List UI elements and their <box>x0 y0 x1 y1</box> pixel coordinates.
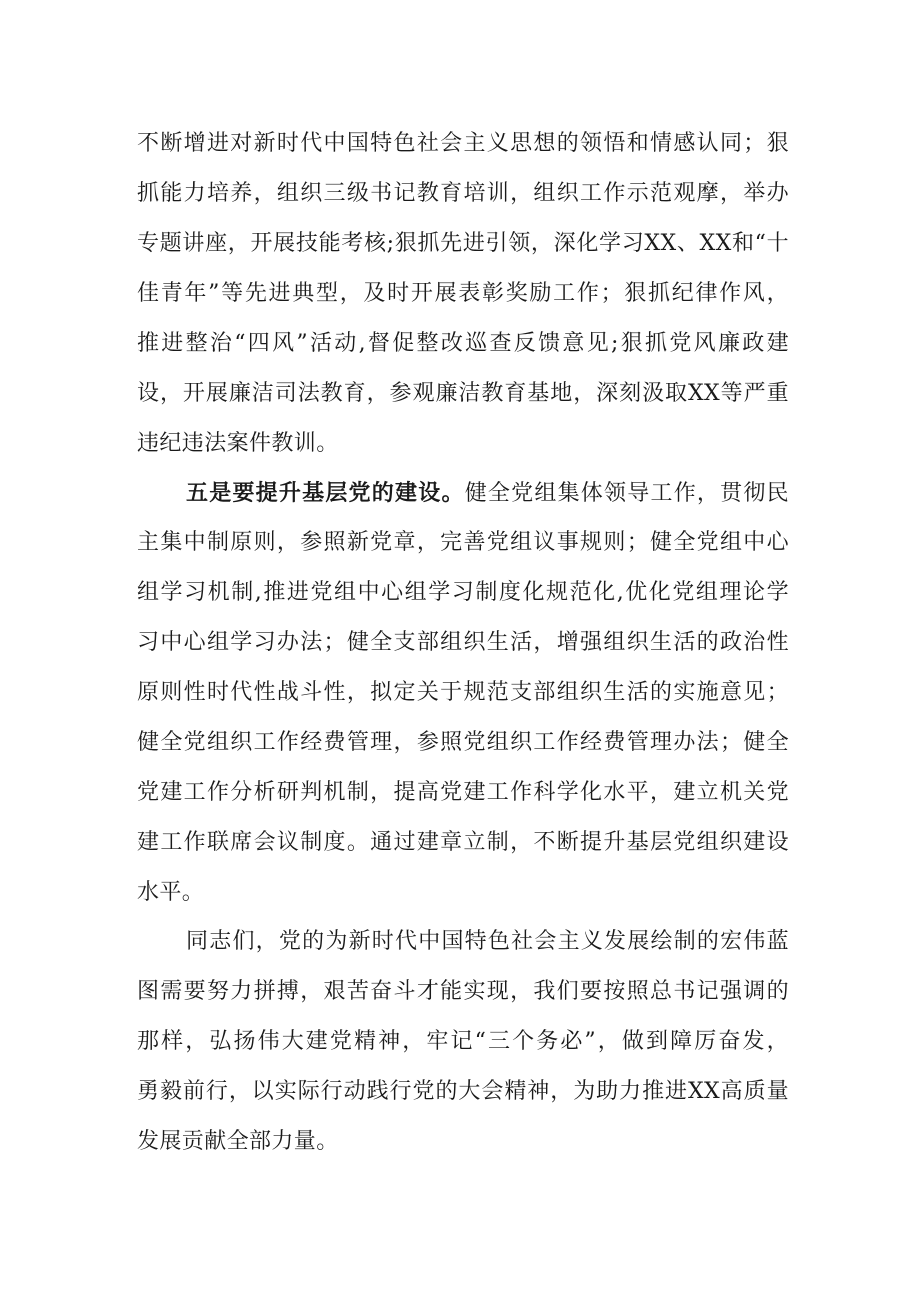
paragraph-first-line: 同志们，党的为新时代中国特色社会主义发展绘制的宏伟蓝 <box>186 929 789 954</box>
paragraph-line: 原则性时代性战斗性，拟定关于规范支部组织生活的实施意见； <box>137 680 789 705</box>
paragraph-line: 习中心组学习办法；健全支部组织生活，增强组织生活的政治性 <box>137 630 789 655</box>
paragraph-line: 健全党组织工作经费管理，参照党组织工作经费管理办法；健全 <box>137 730 789 755</box>
paragraph-line: 图需要努力拼搏，艰苦奋斗才能实现，我们要按照总书记强调的 <box>137 979 789 1004</box>
paragraph-line: 违纪违法案件教训。 <box>137 431 339 456</box>
paragraph-line: 不断增进对新时代中国特色社会主义思想的领悟和情感认同；狠 <box>137 131 789 156</box>
paragraph-line: 佳青年”等先进典型，及时开展表彰奖励工作；狠抓纪律作风， <box>137 281 789 306</box>
paragraph-line: 建工作联席会议制度。通过建章立制，不断提升基层党组织建设 <box>137 830 789 855</box>
paragraph-line: 党建工作分析研判机制，提高党建工作科学化水平，建立机关党 <box>137 780 789 805</box>
paragraph-line: 专题讲座，开展技能考核;狠抓先进引领，深化学习XX、XX和“十 <box>137 231 789 256</box>
paragraph-line: 抓能力培养，组织三级书记教育培训，组织工作示范观摩，举办 <box>137 181 789 206</box>
paragraph-line: 推进整治“四风”活动,督促整改巡查反馈意见;狠抓党风廉政建 <box>137 331 789 356</box>
paragraph-line: 发展贡献全部力量。 <box>137 1129 339 1154</box>
paragraph-line: 主集中制原则，参照新党章，完善党组议事规则；健全党组中心 <box>137 530 789 555</box>
paragraph-line: 勇毅前行，以实际行动践行党的大会精神，为助力推进XX高质量 <box>137 1079 789 1104</box>
paragraph-line: 设，开展廉洁司法教育，参观廉洁教育基地，深刻汲取XX等严重 <box>137 381 789 406</box>
section-heading: 五是要提升基层党的建设。 <box>186 480 465 506</box>
paragraph-line: 那样，弘扬伟大建党精神，牢记“三个务必”，做到障厉奋发， <box>137 1029 789 1054</box>
paragraph-line: 水平。 <box>137 880 205 905</box>
paragraph-line: 组学习机制,推进党组中心组学习制度化规范化,优化党组理论学 <box>137 580 789 605</box>
paragraph-line-text: 健全党组集体领导工作，贯彻民 <box>464 481 789 506</box>
paragraph-first-line <box>186 478 789 508</box>
